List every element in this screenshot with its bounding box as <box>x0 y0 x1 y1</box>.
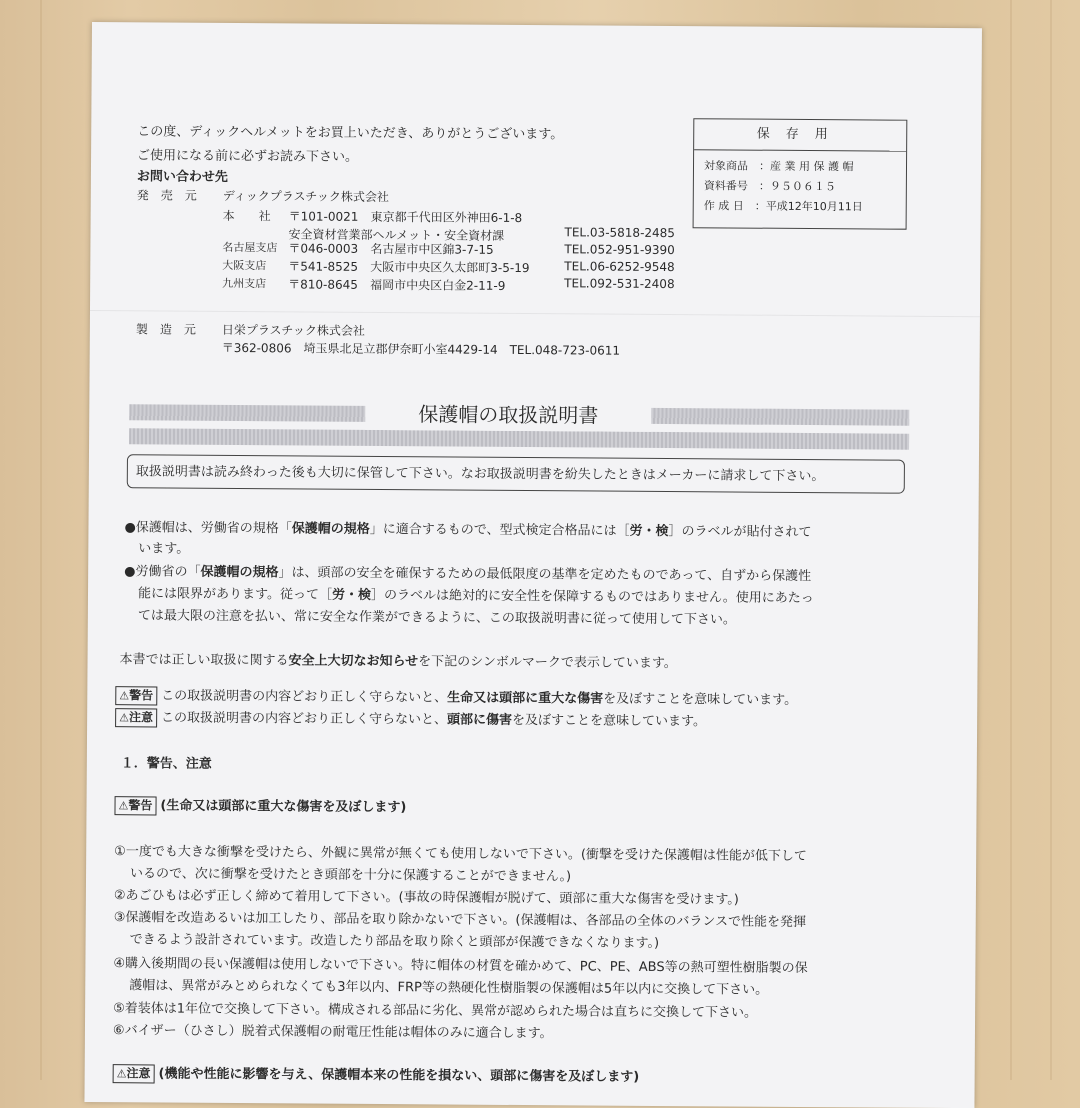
bullet-2-cont2: ては最大限の注意を払い、常に安全な作業ができるように、この取扱説明書に従って使用して下さい。 <box>137 608 736 628</box>
bullet-2: ●労働省の「保護帽の規格」は、頭部の安全を確保するための最低限度の基準を定めたものであって、自ずから保護性 <box>124 564 812 585</box>
seller-label: 発 売 元 <box>136 188 197 203</box>
bullet-1: ●保護帽は、労働省の規格「保護帽の規格」に適合するもので、型式検定合格品には［労・検］のラベルが貼付されて <box>124 520 812 541</box>
storage-title: 保存用 <box>694 119 906 151</box>
list-item: ①一度でも大きな衝撃を受けたら、外観に異常が無くても使用しないで下さい。(衝撃を受けた保護帽は性能が低下して <box>114 844 807 865</box>
doc-title: 保護帽の取扱説明書 <box>365 398 651 432</box>
warning-triangle-icon: ⚠ <box>118 799 129 813</box>
branch-tel: TEL.06-6252-9548 <box>564 259 675 275</box>
storage-row: 資料番号 ：９５０６１５ <box>703 179 836 194</box>
storage-row: 作 成 日 ：平成12年10月11日 <box>703 199 863 214</box>
section-heading: １．警告、注意 <box>120 756 212 772</box>
contact-heading: お問い合わせ先 <box>136 169 228 185</box>
branch-zip: 〒046-0003 <box>288 241 359 256</box>
hq-dept: 安全資材営業部ヘルメット・安全資材課 <box>288 227 505 243</box>
caution-tag: ⚠注意 <box>115 708 157 727</box>
hq-tel: TEL.03-5818-2485 <box>564 225 676 241</box>
seller-company: ディックプラスチック株式会社 <box>222 188 389 205</box>
branch-name: 九州支店 <box>222 276 267 291</box>
warning-triangle-icon: ⚠ <box>119 711 130 725</box>
branch-address: 福岡市中央区白金2-11-9 <box>370 277 506 293</box>
caution-heading-row: ⚠注意 (機能や性能に影響を与え、保護帽本来の性能を損ない、頭部に傷害を及ぼします) <box>113 1062 640 1087</box>
maker-company: 日栄プラスチック株式会社 <box>221 322 365 338</box>
caution-tag: ⚠注意 <box>113 1064 155 1083</box>
warning-tag: ⚠警告 <box>115 686 157 705</box>
storage-row: 対象商品 ：産 業 用 保 護 帽 <box>703 159 854 174</box>
notice-box: 取扱説明書は読み終わった後も大切に保管して下さい。なお取扱説明書を紛失したときはメーカーに請求して下さい。 <box>127 454 905 493</box>
intro-line2: ご使用になる前に必ずお読み下さい。 <box>137 148 359 165</box>
branch-tel: TEL.092-531-2408 <box>564 276 675 292</box>
list-item: ④購入後期間の長い保護帽は使用しないで下さい。特に帽体の材質を確かめて、PC、PE、ABS等の熱可塑性樹脂製の保 <box>113 956 808 977</box>
branch-zip: 〒541-8525 <box>288 259 359 274</box>
branch-name: 名古屋支店 <box>222 240 278 255</box>
list-item-cont: 護帽は、異常がみとめられなくても3年以内、FRP等の熱硬化性樹脂製の保護帽は5年以内に交換して下さい。 <box>129 978 769 998</box>
list-item: ③保護帽を改造あるいは加工したり、部品を取り除かないで下さい。(保護帽は、各部品の全体のバランスで性能を発揮 <box>113 910 807 931</box>
list-item-cont: いるので、次に衝撃を受けたとき頭部を十分に保護することができません。) <box>130 866 572 885</box>
storage-box <box>693 118 908 229</box>
hq-label: 本 社 <box>222 208 271 224</box>
symbol-caution-row: ⚠注意 この取扱説明書の内容どおり正しく守らないと、頭部に傷害を及ぼすことを意味しています。 <box>115 706 706 731</box>
title-band-bottom <box>129 428 909 449</box>
maker-address: 〒362-0806 埼玉県北足立郡伊奈町小室4429-14 TEL.048-723-0611 <box>221 340 621 358</box>
warning-heading-row: ⚠警告 (生命又は頭部に重大な傷害を及ぼします) <box>114 794 406 817</box>
branch-name: 大阪支店 <box>222 258 267 273</box>
branch-address: 大阪市中央区久太郎町3-5-19 <box>370 259 530 276</box>
hq-zip: 〒101-0021 <box>288 209 359 224</box>
list-item: ②あごひもは必ず正しく締めて着用して下さい。(事故の時保護帽が脱げて、頭部に重大な傷害を受けます。) <box>113 888 739 908</box>
instruction-sheet <box>84 22 982 1108</box>
intro-line1: この度、ディックヘルメットをお買上いただき、ありがとうございます。 <box>137 124 564 143</box>
branch-zip: 〒810-8645 <box>288 277 359 292</box>
list-item-cont: できるよう設計されています。改造したり部品を取り除くと頭部が保護できなくなります。) <box>129 932 660 951</box>
hq-address: 東京都千代田区外神田6-1-8 <box>370 209 523 226</box>
list-item: ⑤着装体は1年位で交換して下さい。構成される部品に劣化、異常が認められた場合は直ちに交換して下さい。 <box>113 1001 758 1021</box>
symbol-warning-row: ⚠警告 この取扱説明書の内容どおり正しく守らないと、生命又は頭部に重大な傷害を及ぼすことを意味しています。 <box>115 684 797 710</box>
warning-triangle-icon: ⚠ <box>119 689 130 703</box>
bullet-2-cont1: 能には限界があります。従って［労・検］のラベルは絶対的に安全性を保障するものではありません。使用にあたっ <box>137 586 814 607</box>
bullet-1-cont: います。 <box>138 541 190 557</box>
warning-triangle-icon: ⚠ <box>116 1067 127 1081</box>
symbol-intro: 本書では正しい取扱に関する安全上大切なお知らせを下記のシンボルマークで表示しています。 <box>119 652 677 672</box>
branch-tel: TEL.052-951-9390 <box>564 242 675 258</box>
list-item: ⑥バイザー（ひさし）脱着式保護帽の耐電圧性能は帽体のみに適合します。 <box>112 1023 553 1042</box>
maker-label: 製 造 元 <box>135 322 196 337</box>
warning-tag: ⚠警告 <box>114 796 156 815</box>
branch-address: 名古屋市中区錦3-7-15 <box>370 241 494 257</box>
